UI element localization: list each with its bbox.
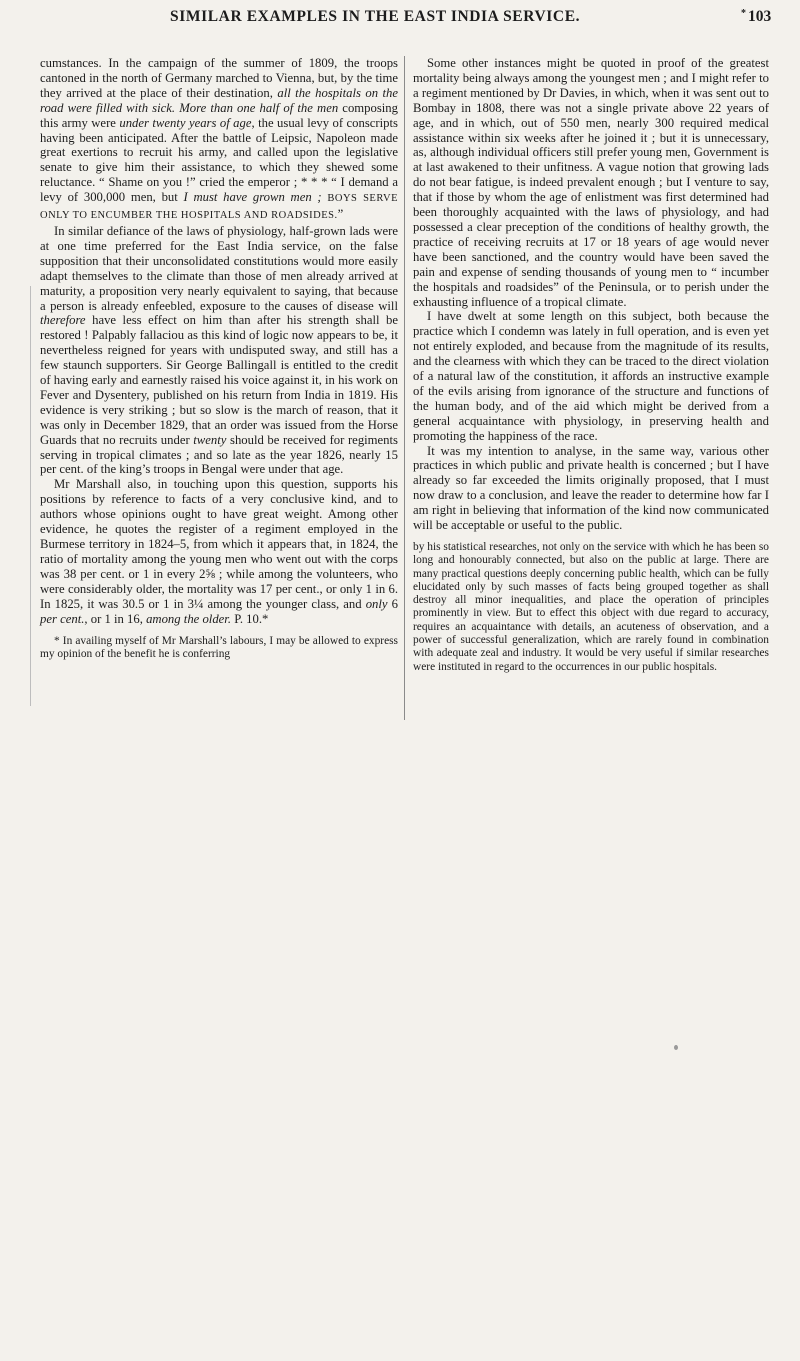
italic-run: only [365, 596, 388, 611]
small-caps-run: BOYS SERVE ONLY TO ENCUMBER THE HOSPITALS AND ROADSIDES. [40, 193, 398, 222]
margin-rule [30, 286, 34, 706]
text-run: , or 1 in 16, [84, 611, 147, 626]
text-run: , the usual levy of conscripts having been anticipated. After the battle of Leipsic, Napoleon made great exertions to recruit his army, and called upon the legislative senate to give him their assistance, to which they shewed some reluctance. “ Shame on you !” cried the emperor ; * * * “ I demand a levy of 300,000 men, but [40, 115, 398, 205]
footnote: by his statistical researches, not only on the service with which he has been so long and honourably connected, but also on the public at large. There are many practical questions deeply concerning public health, which can be fully elucidated only by such masses of facts being grouped together as shall destroy all minor inequalities, and place the operation of principles prominently in view. But to effect this object with due regard to accuracy, requires an acquaintance with details, an acuteness of observation, and a power of successful generalization, which are rarely found in combination with adequate zeal and industry. It would be very useful if similar researches were instituted in regard to the occurrences in our public hospitals. [413, 541, 769, 673]
text-run: 6 [387, 596, 398, 611]
paragraph [40, 56, 398, 224]
italic-run: among the older. [146, 611, 232, 626]
running-head: SIMILAR EXAMPLES IN THE EAST INDIA SERVICE. [170, 8, 581, 25]
italic-run: therefore [40, 313, 86, 328]
text-run: should be received for regiments serving in tropical climates ; and so late as the year 1826, nearly 15 per cent. of the king’s troops in Bengal were under that age. [40, 432, 398, 477]
paragraph: It was my intention to analyse, in the same way, various other practices in which public and private health is concerned ; but I have already so far exceeded the limits originally proposed, that I must now draw to a conclusion, and leave the reader to determine how far I am right in believing that information of the kind now communicated will be acceptable or useful to the public. [413, 443, 769, 533]
paragraph: Some other instances might be quoted in proof of the greatest mortality being always among the youngest men ; and I might refer to a regiment mentioned by Dr Davies, in which, when it was sent out to Bombay in 1808, there was not a single private above 22 years of age, and in which, out of 550 men, nearly 300 required medical assistance within six weeks after he joined it ; but it is unnecessary, as, although individual officers still prefer young men, Government is at last awakened to their unfitness. A vague notion that growing lads do not bear fatigue, is indeed prevalent enough ; but I venture to say, that if those by whom the age of enlistment was first determined had been thoroughly acquainted with the laws of physiology, and had possessed a clear preception of the conditions of healthy growth, the practice of receiving recruits at 17 or 18 years of age would never have been sanctioned, and the country would have been saved the pain and expense of sending thousands of young men to “ incumber the hospitals and roadsides” of the Peninsula, or to perish under the exhausting influence of a tropical climate. [413, 56, 769, 309]
page-number: 103 [748, 8, 772, 25]
right-column [413, 56, 769, 674]
italic-run: twenty [193, 432, 227, 447]
italic-run: I must have grown men ; [183, 190, 322, 205]
page-number-wrap [741, 8, 771, 26]
ink-speck [674, 1045, 678, 1050]
text-run: Mr Marshall also, in touching upon this question, supports his positions by reference to facts of a very conclusive kind, and to authors whose opinions ought to have great weight. Among other evidence, he quotes the register of a regiment employed in the Burmese territory in 1824–5, from which it appears that, in 1824, the ratio of mortality among the young men who went out with the corps was 38 per cent. or 1 in every 2⅝ ; while among the volunteers, who were considerably older, the mortality was 17 per cent., or only 1 in 6. In 1825, it was 30.5 or 1 in 3¼ among the younger class, and [40, 477, 398, 611]
text-run: have less effect on him than after his strength shall be restored ! Palpably fallaciou as this kind of logic now appears to be, it nevertheless reigned for years with undisputed sway, and still has a few staunch supporters. Sir George Ballingall is entitled to the credit of having early and earnestly raised his voice against it, in his work on Fever and Dysentery, published on his return from India in 1819. His evidence is very striking ; but so slow is the march of reason, that it was only in December 1829, that an order was issued from the Horse Guards that no recruits under [40, 313, 398, 447]
text-run: composing this army were [40, 100, 398, 130]
footnote: * In availing myself of Mr Marshall’s labours, I may be allowed to express my opinion of the benefit he is conferring [40, 635, 398, 661]
italic-run: under twenty years of age [119, 115, 252, 130]
page-mark: * [741, 8, 746, 19]
text-run: ” [337, 207, 344, 222]
page-header [0, 8, 800, 34]
paragraph [40, 477, 398, 626]
paragraph: I have dwelt at some length on this subject, both because the practice which I condemn was lately in full operation, and is even yet not entirely exploded, and because from the magnitude of its results, and the clearness with which they can be traced to the direct violation of a natural law of the constitution, it affords an instructive example of the evils arising from ignorance of the structure and functions of the human body, and of the aid which might be derived from a general acquaintance with physiology, in preserving health and promoting the happiness of the race. [413, 309, 769, 443]
paragraph [40, 224, 398, 477]
italic-run: all the hospitals on the road were filled with sick. More than one half of the men [40, 85, 398, 115]
text-run: P. 10.* [231, 611, 269, 626]
text-run: cumstances. In the campaign of the summer of 1809, the troops cantoned in the north of Germany marched to Vienna, but, by the time they arrived at the place of their destination, [40, 56, 398, 100]
text-run: In similar defiance of the laws of physiology, half-grown lads were at one time preferred for the East India service, on the false supposition that their unconsolidated constitutions would more easily adapt themselves to the climate than those of men already arrived at maturity, a proposition very nearly equivalent to saying, that because a person is already enfeebled, exposure to the causes of disease will [40, 223, 398, 313]
italic-run: per cent. [40, 611, 85, 626]
left-column [40, 56, 398, 661]
column-divider [404, 56, 405, 720]
